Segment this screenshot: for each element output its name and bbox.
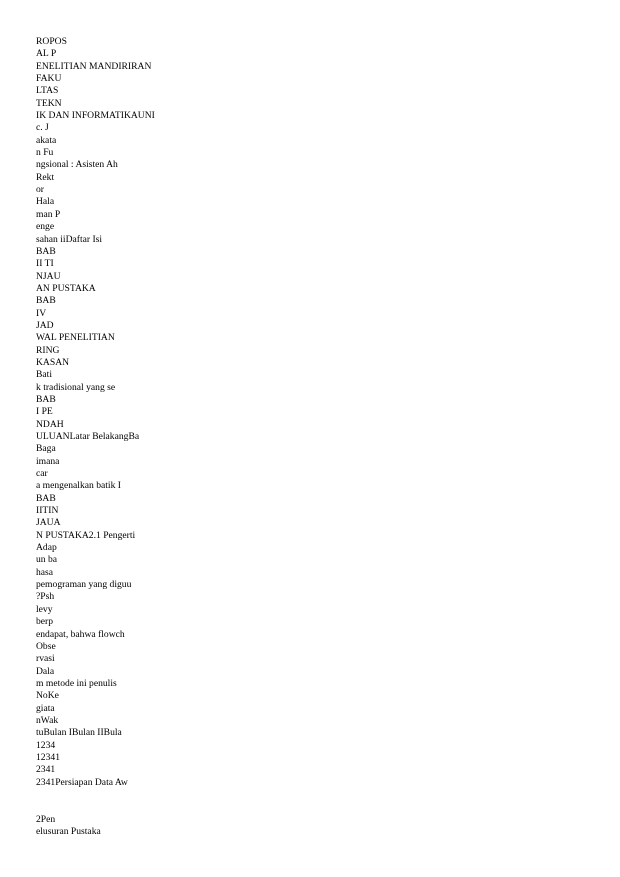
text-line: FAKU [36, 73, 62, 85]
text-line: IK DAN INFORMATIKAUNI [36, 110, 155, 122]
text-line: car [36, 468, 48, 480]
text-line: Baga [36, 443, 56, 455]
text-line: Obse [36, 640, 56, 652]
text-line: 2341 [36, 764, 56, 776]
text-line: giata [36, 702, 55, 714]
text-line: k tradisional yang se [36, 381, 116, 393]
text-line: enge [36, 221, 55, 233]
text-line: IV [36, 307, 47, 319]
text-line: Hala [36, 196, 55, 208]
text-line: Dala [36, 665, 55, 677]
text-line: ?Psh [36, 591, 55, 603]
text-line: ROPOS [36, 36, 67, 47]
text-line: NDAH [36, 418, 64, 430]
text-line: hasa [36, 566, 54, 578]
text-line: nWak [36, 714, 59, 726]
text-line: II TI [36, 258, 54, 270]
text-line: imana [36, 455, 60, 467]
text-line: 2Pen [36, 813, 56, 825]
text-line: BAB [36, 245, 56, 257]
text-line: sahan iiDaftar Isi [36, 233, 103, 245]
text-line: JAD [36, 319, 54, 331]
blank-line [36, 789, 155, 814]
text-line: ngsional : Asisten Ah [36, 159, 118, 171]
text-line: man P [36, 208, 61, 220]
text-line: ENELITIAN MANDIRIRAN [36, 60, 152, 72]
text-line: AN PUSTAKA [36, 282, 96, 294]
text-line: tuBulan IBulan IIBula [36, 727, 122, 739]
text-line: WAL PENELITIAN [36, 332, 115, 344]
text-line: JAUA [36, 517, 61, 529]
text-line: elusuran Pustaka [36, 826, 101, 837]
text-line: BAB [36, 295, 56, 307]
text-line: BAB [36, 492, 56, 504]
document-text [36, 36, 155, 838]
text-line: IITIN [36, 505, 59, 517]
text-line: Rekt [36, 171, 55, 183]
text-line: LTAS [36, 85, 59, 97]
text-line: rvasi [36, 653, 55, 665]
text-line: pemograman yang diguu [36, 579, 132, 591]
text-line: 1234 [36, 739, 56, 751]
text-line: endapat, bahwa flowch [36, 628, 125, 640]
text-line: or [36, 184, 44, 196]
text-line: BAB [36, 393, 56, 405]
text-line: NJAU [36, 270, 61, 282]
text-line: RING [36, 344, 60, 356]
text-line: Bati [36, 369, 52, 381]
text-line: N PUSTAKA2.1 Pengerti [36, 529, 136, 541]
text-line: NoKe [36, 690, 59, 702]
text-line: Adap [36, 542, 57, 554]
text-line: a mengenalkan batik I [36, 480, 121, 492]
text-line: c. J [36, 122, 49, 134]
text-line: akata [36, 134, 57, 146]
text-line: I PE [36, 406, 53, 418]
text-line: ULUANLatar BelakangBa [36, 431, 140, 442]
text-line: levy [36, 603, 53, 615]
text-line: m metode ini penulis [36, 677, 117, 689]
text-line: berp [36, 616, 54, 628]
text-line: KASAN [36, 356, 70, 368]
text-line: n Fu [36, 147, 54, 159]
text-line: 12341 [36, 751, 60, 763]
text-line: 2341Persiapan Data Aw [36, 776, 128, 788]
text-line: un ba [36, 554, 58, 566]
text-line: AL P [36, 48, 57, 60]
text-line: TEKN [36, 97, 62, 109]
